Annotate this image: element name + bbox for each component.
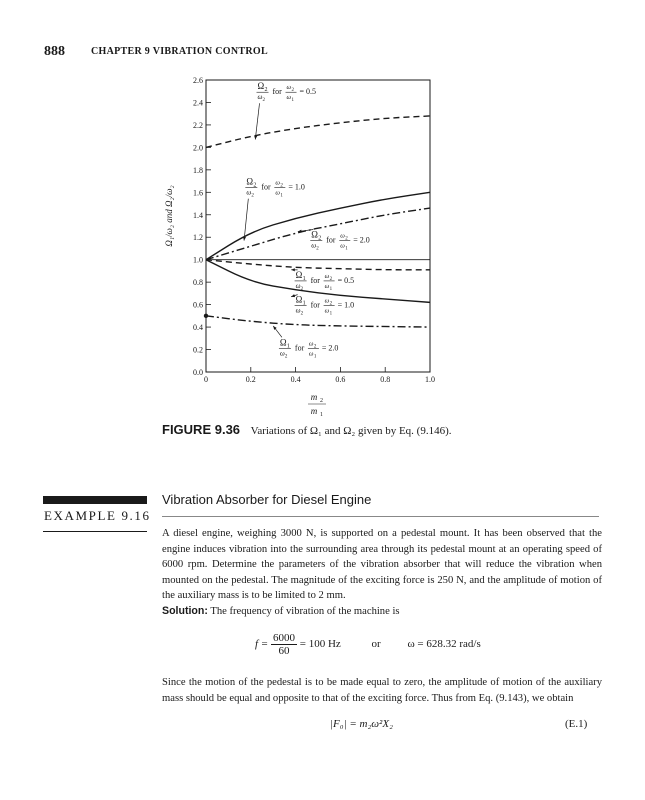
series-line: [206, 260, 430, 270]
explanation-paragraph: Since the motion of the pedestal is to be made equal to zero, the amplitude of motion of the auxiliary mass should be equal and opposite to that of the exciting force. Thus from Eq. (9.143), we obtain: [162, 677, 602, 704]
x-label-numerator: m: [310, 392, 318, 402]
solution-line: [162, 605, 400, 617]
solution-text: The frequency of vibration of the machine is: [210, 606, 400, 617]
figure-chart: [150, 70, 450, 418]
annotation-ratio-num-sub: 2: [329, 276, 333, 282]
annotation-for: for: [326, 235, 336, 245]
annotation-value: = 2.0: [321, 343, 339, 353]
example-title: Vibration Absorber for Diesel Engine: [162, 492, 372, 507]
annotation-symbol: Ω: [295, 294, 303, 305]
annotation-symbol: Ω: [311, 229, 318, 240]
annotation-ratio-num-sub: 2: [313, 344, 317, 350]
annotation-omega-sub: 2: [251, 193, 254, 199]
annotation-ratio-num: ω: [324, 297, 330, 305]
annotation-omega: ω: [246, 188, 252, 197]
curve-annotation: [298, 229, 370, 251]
equation-number: (E.1): [565, 718, 588, 730]
annotation-ratio-num: ω: [308, 340, 314, 348]
problem-statement: A diesel engine, weighing 3000 N, is supported on a pedestal mount. It has been observed that the engine induces vibration into the surrounding area through its pedestal mount at an operating speed of 6000 rpm. Determine the parameters of the vibration absorber that will reduce the vibration when mounted on the pedestal. The magnitude of the exciting force is 250 N, and the amplitude of motion of the auxiliary mass is to be limited to 2 mm.: [162, 528, 602, 602]
annotation-ratio-den-sub: 1: [345, 246, 348, 252]
annotation-ratio-den-sub: 1: [329, 286, 333, 292]
eq1-omega: ω = 628.32 rad/s: [407, 638, 481, 651]
annotation-symbol: Ω: [246, 176, 254, 187]
annotation-value: = 0.5: [337, 275, 355, 285]
annotation-ratio-den: ω: [324, 307, 330, 315]
annotation-ratio-den: ω: [324, 282, 330, 290]
eq1-denominator: 60: [278, 645, 290, 657]
x-tick-label: 0.6: [335, 375, 346, 384]
series-line: [206, 116, 430, 147]
y-tick-label: 1.4: [193, 210, 203, 220]
annotation-omega: ω: [279, 349, 285, 358]
annotation-for: for: [294, 343, 305, 353]
eq1-lhs: f =: [255, 638, 269, 651]
eq1-numerator: 6000: [272, 632, 295, 644]
y-tick-label: 0.6: [193, 300, 203, 310]
annotation-arrowhead: [291, 294, 295, 297]
annotation-ratio-den: ω: [340, 242, 345, 250]
annotation-value: = 1.0: [288, 182, 305, 192]
eq1-rhs: = 100 Hz: [299, 638, 341, 651]
annotation-symbol-sub: 1: [302, 275, 306, 282]
annotation-omega: ω: [295, 281, 301, 290]
annotation-symbol-sub: 2: [253, 182, 257, 189]
y-tick-label: 0.2: [193, 345, 203, 355]
x-label-numerator-sub: 2: [320, 398, 323, 404]
y-axis-label: Ω₁/ω₂ and Ω₂/ω₂: [164, 185, 174, 247]
annotation-symbol-sub: 1: [302, 300, 306, 307]
series-line: [206, 316, 430, 327]
annotation-omega-sub: 2: [262, 98, 266, 104]
curve-annotation: [291, 294, 354, 316]
y-tick-label: 0.8: [193, 278, 203, 288]
annotation-symbol: Ω: [279, 337, 287, 348]
example-label: EXAMPLE 9.16: [44, 508, 151, 523]
y-tick-label: 2.2: [193, 120, 203, 130]
x-tick-label: 0.2: [245, 375, 256, 384]
eq1-fraction: [271, 632, 297, 657]
annotation-ratio-den-sub: 1: [280, 193, 283, 199]
start-marker: [204, 314, 208, 318]
y-tick-label: 1.2: [193, 233, 203, 243]
annotation-for: for: [272, 87, 282, 97]
y-tick-label: 2.4: [193, 98, 203, 108]
x-label-denominator: m: [310, 406, 318, 416]
y-tick-label: 2.6: [193, 76, 203, 85]
annotation-for: for: [310, 300, 320, 310]
figure-caption: [162, 422, 452, 437]
annotation-ratio-den-sub: 1: [329, 311, 333, 317]
annotation-ratio-den-sub: 1: [291, 98, 295, 104]
series-line: [206, 208, 430, 260]
annotation-symbol-sub: 2: [264, 87, 268, 94]
plot-frame: [206, 80, 430, 372]
x-tick-label: 0: [204, 375, 208, 384]
y-tick-label: 1.0: [193, 255, 203, 265]
annotation-ratio-num: ω: [340, 232, 345, 240]
example-bar: [43, 496, 147, 504]
annotation-arrowhead: [291, 268, 295, 271]
x-tick-label: 0.4: [290, 375, 301, 384]
eq1-or: or: [371, 638, 381, 651]
annotation-ratio-num: ω: [324, 272, 330, 280]
y-tick-label: 0.0: [193, 368, 203, 377]
x-label-denominator-sub: 1: [320, 412, 323, 418]
annotation-ratio-den-sub: 1: [313, 354, 317, 360]
annotation-ratio-num: ω: [286, 84, 292, 92]
annotation-omega-sub: 2: [284, 354, 288, 360]
annotation-ratio-den: ω: [286, 94, 292, 102]
annotation-arrowhead: [254, 136, 257, 140]
y-tick-label: 1.6: [193, 188, 203, 198]
annotation-symbol-sub: 2: [318, 235, 322, 242]
annotation-ratio-den: ω: [275, 189, 280, 197]
annotation-omega-sub: 2: [300, 311, 304, 317]
annotation-omega: ω: [295, 306, 301, 315]
annotation-ratio-num-sub: 2: [291, 88, 295, 94]
frequency-equation: [255, 632, 575, 666]
annotation-ratio-num-sub: 2: [329, 301, 333, 307]
annotation-for: for: [261, 182, 271, 192]
x-tick-label: 0.8: [380, 375, 391, 384]
annotation-value: = 1.0: [337, 300, 355, 310]
solution-label: Solution:: [162, 605, 208, 617]
annotation-pointer: [255, 103, 259, 139]
figure-caption-text: Variations of Ω₁ and Ω₂ given by Eq. (9.146).: [250, 425, 452, 437]
y-tick-label: 1.8: [193, 165, 203, 175]
annotation-ratio-den: ω: [308, 350, 314, 358]
annotation-symbol: Ω: [295, 269, 303, 280]
annotation-ratio-num-sub: 2: [345, 236, 348, 242]
annotation-symbol-sub: 1: [286, 343, 290, 350]
annotation-omega-sub: 2: [316, 246, 319, 252]
annotation-omega: ω: [257, 93, 263, 102]
curve-annotation: [243, 177, 305, 241]
annotation-omega-sub: 2: [300, 286, 304, 292]
y-tick-label: 0.4: [193, 323, 203, 333]
annotation-value: = 2.0: [353, 235, 370, 245]
annotation-value: = 0.5: [299, 87, 317, 97]
curve-annotation: [291, 268, 354, 292]
chapter-heading: CHAPTER 9 VIBRATION CONTROL: [91, 46, 268, 57]
curve-annotation: [273, 326, 338, 359]
figure-number: FIGURE 9.36: [162, 422, 241, 437]
example-title-rule: [162, 516, 599, 517]
x-tick-label: 1.0: [425, 375, 435, 384]
annotation-symbol: Ω: [257, 81, 265, 92]
annotation-ratio-num: ω: [275, 179, 280, 187]
annotation-omega: ω: [311, 241, 317, 250]
annotation-ratio-num-sub: 2: [280, 183, 283, 189]
page-number: 888: [44, 44, 65, 59]
example-underline: [43, 531, 147, 532]
annotation-for: for: [310, 275, 320, 285]
y-tick-label: 2.0: [193, 143, 203, 153]
force-equation: |F₀| = m₂ω²X₂: [330, 718, 393, 730]
